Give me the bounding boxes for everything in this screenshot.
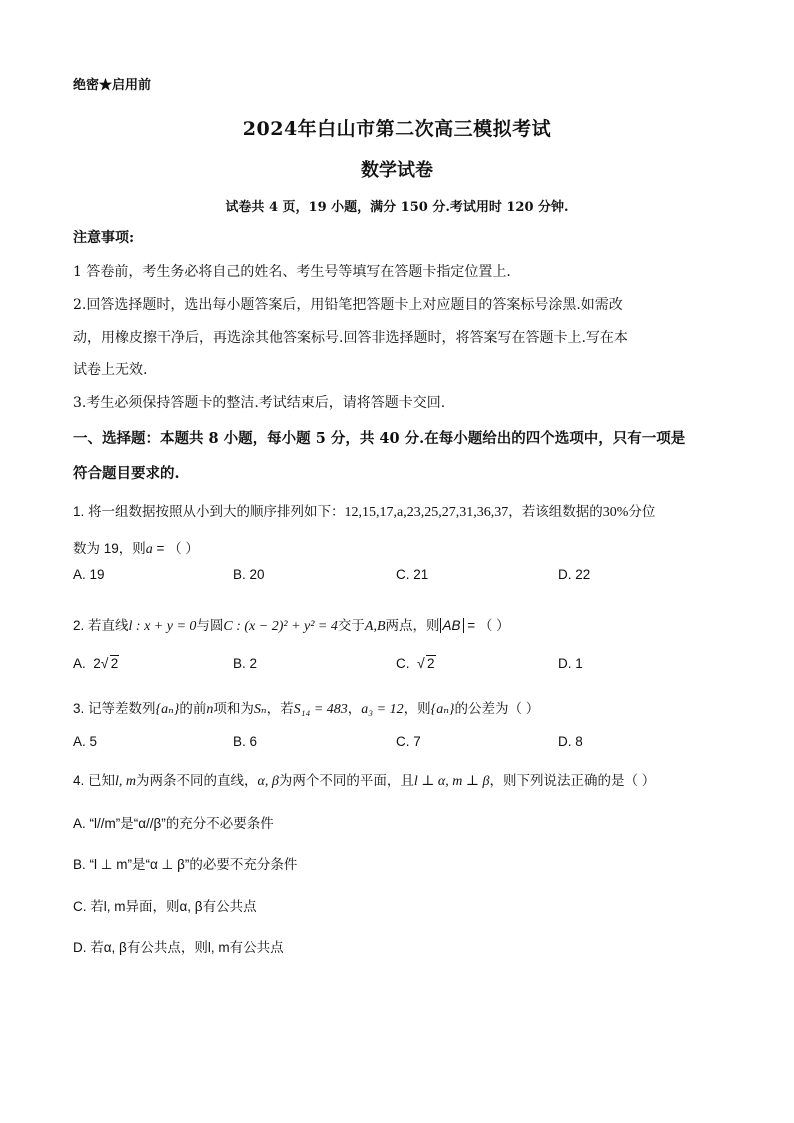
exam-info: 试卷共 4 页，19 小题，满分 150 分.考试用时 120 分钟. bbox=[225, 200, 569, 215]
q2-line-eq: l : x + y = 0 bbox=[128, 619, 197, 634]
note-1: 1 答卷前，考生务必将自己的姓名、考生号等填写在答题卡指定位置上. bbox=[73, 264, 511, 280]
q4-option-d: D. 若α, β有公共点，则l, m有公共点 bbox=[73, 940, 284, 955]
notes-heading: 注意事项: bbox=[73, 230, 135, 246]
q1-option-b: B. 20 bbox=[233, 567, 265, 582]
q1-option-c: C. 21 bbox=[396, 567, 429, 582]
q1-data-list: 12,15,17,a,23,25,27,31,36,37 bbox=[344, 505, 509, 520]
section-1-heading-line-2: 符合题目要求的. bbox=[73, 465, 180, 482]
question-2: 2. 若直线l : x + y = 0与圆C : (x − 2)² + y² = 4交于A,B两点，则 AB = （ ） bbox=[73, 618, 510, 634]
note-2-line-3: 试卷上无效. bbox=[73, 362, 148, 378]
section-1-heading-line-1: 一、选择题：本题共 8 小题，每小题 5 分，共 40 分.在每小题给出的四个选项中，只有一项是 bbox=[73, 430, 686, 447]
question-3: 3. 记等差数列{aₙ}的前n项和为Sₙ，若S₁₄ = 483，a₃ = 12，则{aₙ}的公差为（ ） bbox=[73, 701, 540, 717]
q1-percentile: 30% bbox=[602, 505, 629, 520]
exam-title: 2024年白山市第二次高三模拟考试 bbox=[242, 118, 552, 140]
q3-option-b: B. 6 bbox=[233, 734, 258, 749]
q3-option-a: A. 5 bbox=[73, 734, 98, 749]
exam-subtitle: 数学试卷 bbox=[361, 160, 433, 181]
q1-option-a: A. 19 bbox=[73, 567, 105, 582]
note-3: 3.考生必须保持答题卡的整洁.考试结束后，请将答题卡交回. bbox=[73, 395, 446, 411]
q2-option-a: A. 2√ 2 bbox=[73, 656, 119, 671]
q4-option-c: C. 若l, m异面，则α, β有公共点 bbox=[73, 899, 257, 914]
q3-option-c: C. 7 bbox=[396, 734, 421, 749]
confidential-label: 绝密★启用前 bbox=[73, 78, 152, 93]
q3-option-d: D. 8 bbox=[558, 734, 583, 749]
q4-option-a: A. “l//m”是“α//β”的充分不必要条件 bbox=[73, 816, 274, 831]
q2-option-d: D. 1 bbox=[558, 656, 583, 671]
question-4: 4. 已知l, m为两条不同的直线，α, β为两个不同的平面，且l ⊥ α, m ⊥ β，则下列说法正确的是（ ） bbox=[73, 773, 656, 789]
question-1-line-2: 数为 19，则a = （ ） bbox=[73, 541, 199, 557]
sqrt-symbol: √ 2 bbox=[417, 656, 436, 671]
q4-option-b: B. “l ⊥ m”是“α ⊥ β”的必要不充分条件 bbox=[73, 857, 298, 872]
sqrt-symbol: √ 2 bbox=[101, 656, 120, 671]
q2-option-b: B. 2 bbox=[233, 656, 258, 671]
q2-circle-eq: C : (x − 2)² + y² = 4 bbox=[223, 619, 338, 634]
q2-option-c: C. √ 2 bbox=[396, 656, 436, 671]
note-2-line-1: 2.回答选择题时，选出每小题答案后，用铅笔把答题卡上对应题目的答案标号涂黑.如需改 bbox=[73, 297, 623, 313]
note-2-line-2: 动，用橡皮擦干净后，再选涂其他答案标号.回答非选择题时，将答案写在答题卡上.写在本 bbox=[73, 330, 628, 346]
question-1-line-1: 1. 将一组数据按照从小到大的顺序排列如下：12,15,17,a,23,25,27,31,36,37，若该组数据的30%分位 bbox=[73, 504, 656, 520]
q2-ab-length: AB bbox=[440, 618, 464, 633]
q1-option-d: D. 22 bbox=[558, 567, 591, 582]
